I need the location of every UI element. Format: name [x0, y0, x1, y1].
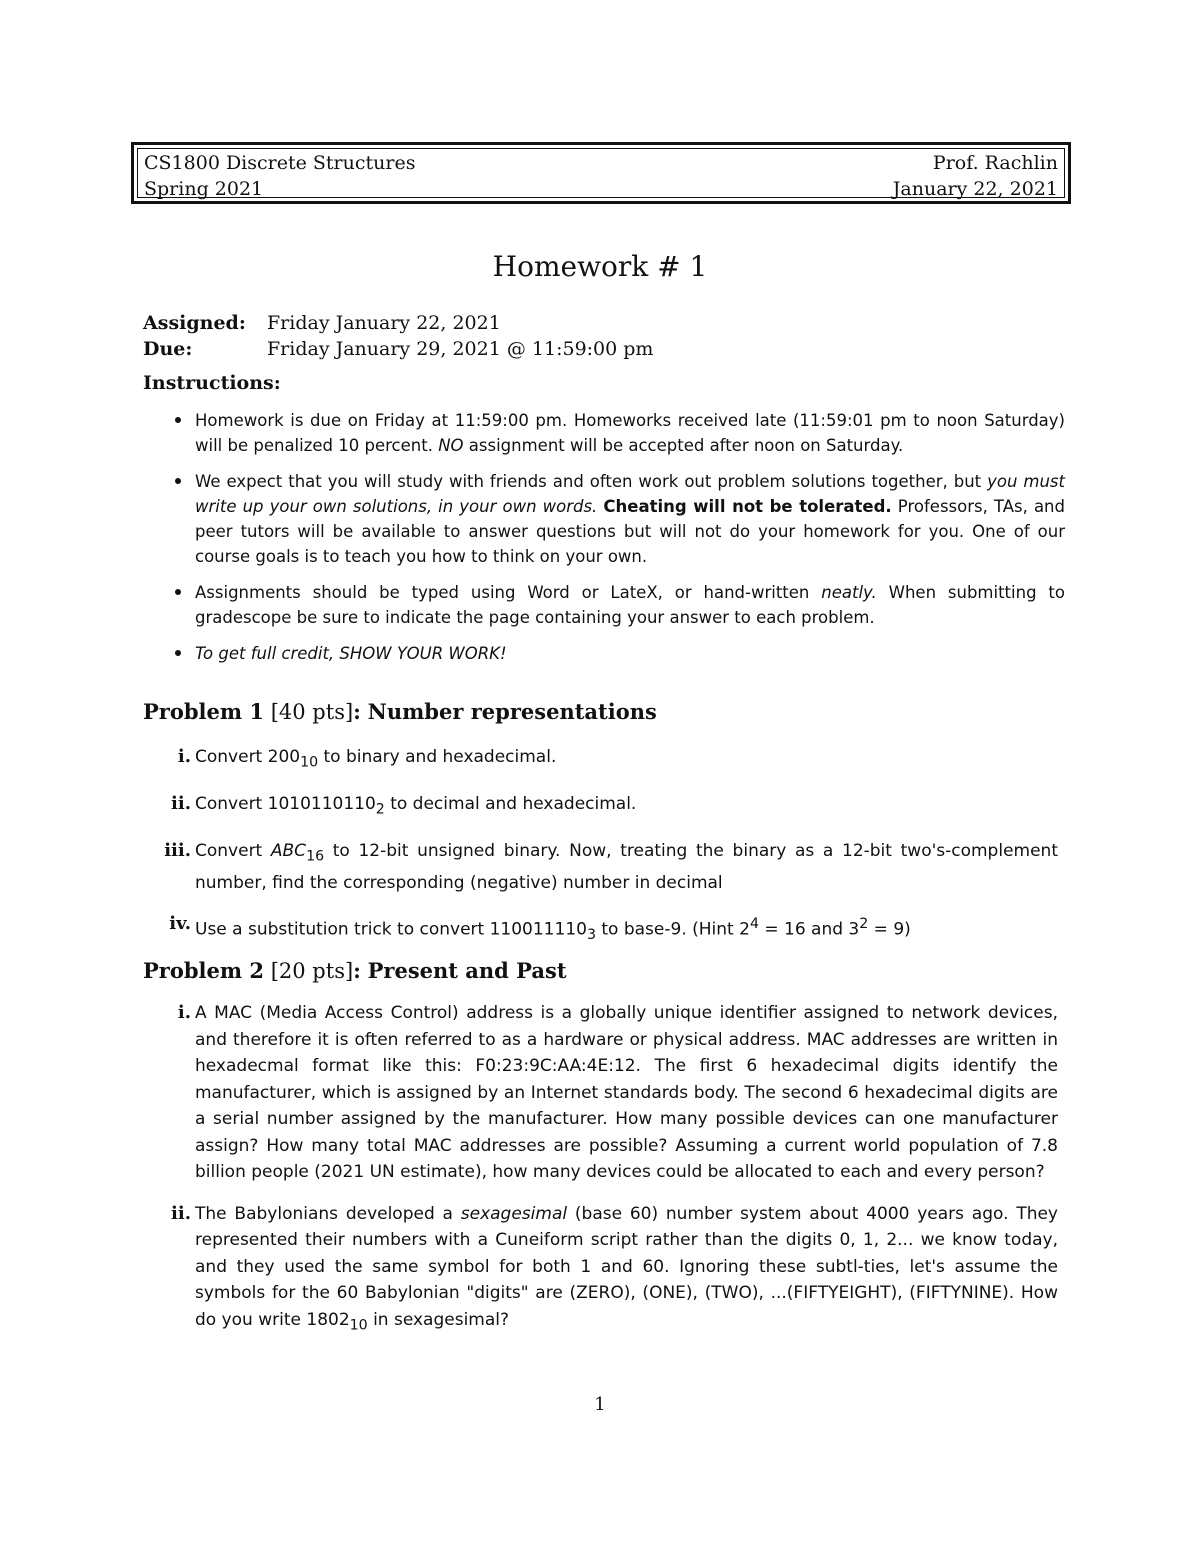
header-date: January 22, 2021	[892, 178, 1058, 200]
problem-item: i. A MAC (Media Access Control) address is a globally unique identifier assigned to network devices, and therefore it is often referred to as a hardware or physical address. MAC addresses are written in hexadecmal format like this: F0:23:9C:AA:4E:12. The first 6 hexadecimal digits identify the manufacturer, which is assigned by an Internet standards body. The second 6 hexadecimal digits are a serial number assigned by the manufacturer. How many possible devices can one manufacturer assign? How many total MAC addresses are possible? Assuming a current world population of 7.8 billion people (2021 UN estimate), how many devices could be allocated to each and every person?	[177, 1002, 1058, 1182]
bullet-icon	[175, 589, 181, 595]
due-date: Friday January 29, 2021 @ 11:59:00 pm	[267, 338, 654, 360]
page-title: Homework # 1	[492, 250, 708, 283]
instructions-list	[175, 408, 1065, 677]
due-label: Due:	[143, 338, 193, 360]
problem-item: ii. The Babylonians developed a sexagesimal (base 60) number system about 4000 years ago. They represented their numbers with a Cuneiform script rather than the digits 0, 1, 2... we know today, and they used the same symbol for both 1 and 60. Ignoring these subtl-ties, let's assume the symbols for the 60 Babylonian "digits" are (ZERO), (ONE), (TWO), ...(FIFTYEIGHT), (FIFTYNINE). How do you write $1802_{10}$ in sexagesimal?	[171, 1202, 1058, 1333]
list-item: Assignments should be typed using Word or LateX, or hand-written neatly. When submitting to gradescope be sure to indicate the page containing your answer to each problem.	[175, 580, 1065, 630]
problem-item: i. Convert $200_{10}$ to binary and hexadecimal.	[177, 746, 557, 771]
problem-1-heading: Problem 1 [40 pts]: Number representations	[143, 699, 657, 724]
problem-item: iii. Convert $ABC_{16}$ to 12-bit unsigned binary. Now, treating the binary as a 12-bit two's-complement number, find the corresponding (negative) number in decimal	[164, 839, 1058, 893]
problem-item: ii. Convert $1010110110_2$ to decimal and hexadecimal.	[171, 792, 637, 818]
list-item: To get full credit, SHOW YOUR WORK!	[175, 641, 1065, 666]
assigned-date: Friday January 22, 2021	[267, 312, 501, 334]
list-item: Homework is due on Friday at 11:59:00 pm. Homeworks received late (11:59:01 pm to noon Saturday) will be penalized 10 percent. NO assignment will be accepted after noon on Saturday.	[175, 408, 1065, 458]
due-line	[143, 338, 653, 360]
term: Spring 2021	[144, 178, 264, 200]
course-name: CS1800 Discrete Structures	[144, 152, 416, 174]
problem-1-items	[143, 744, 1058, 964]
bullet-icon	[175, 417, 181, 423]
bullet-icon	[175, 650, 181, 656]
professor-name: Prof. Rachlin	[932, 152, 1058, 174]
problem-2-items	[143, 1000, 1058, 1353]
page-number: 1	[594, 1394, 606, 1415]
bullet-icon	[175, 478, 181, 484]
assigned-line	[143, 312, 501, 334]
assigned-label: Assigned:	[143, 312, 246, 334]
instructions-heading: Instructions:	[143, 372, 281, 394]
problem-2-heading: Problem 2 [20 pts]: Present and Past	[143, 958, 567, 983]
problem-item: iv. Use a substitution trick to convert $110011110_3$ to base-9. (Hint $2^4 = 16$ and $3^2 = 9$)	[169, 913, 911, 944]
list-item: We expect that you will study with friends and often work out problem solutions together, but you must write up your own solutions, in your own words. Cheating will not be tolerated. Professors, TAs, and peer tutors will be available to answer questions but will not do your homework for you. One of our course goals is to teach you how to think on your own.	[175, 469, 1065, 569]
course-header-box	[131, 142, 1071, 204]
